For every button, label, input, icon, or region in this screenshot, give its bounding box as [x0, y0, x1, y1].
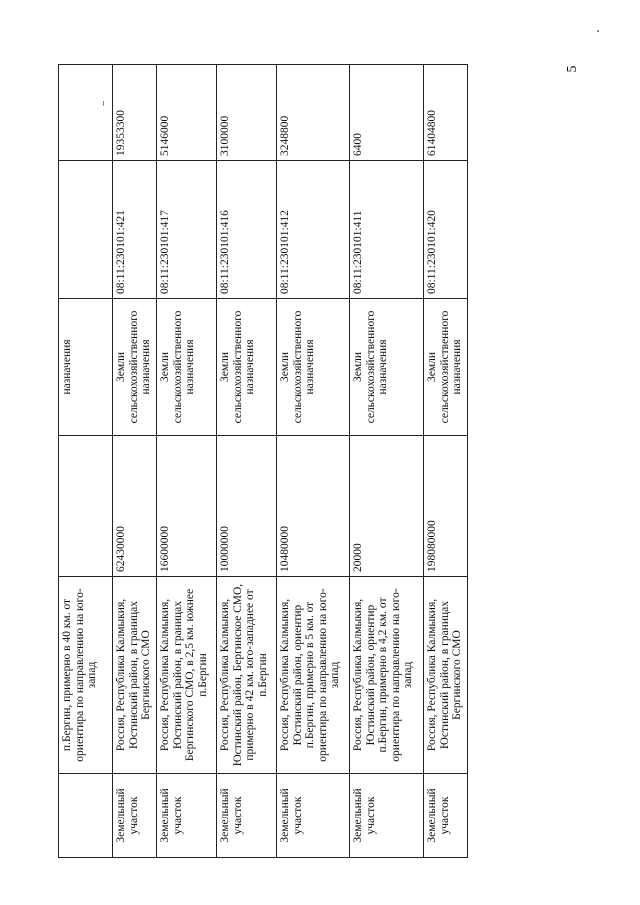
table-row-continued	[59, 65, 113, 858]
area-cell: 198080000	[424, 436, 468, 577]
area-cell: 10000000	[217, 436, 277, 577]
page-number: 5	[565, 65, 580, 73]
address-cell: Россия, Республика Калмыкия, Юстинский район, Бергинское СМО, примерно в 42 км. юго-западнее от п.Бергин	[217, 577, 277, 774]
cadastral-cell: 08:11:230101:420	[424, 161, 468, 299]
category-cell: Земли сельскохозяйственного назначения	[350, 299, 424, 436]
rotated-table-wrapper	[58, 65, 467, 858]
cadastral-cell: 08:11:230101:421	[113, 161, 157, 299]
table-row	[157, 65, 217, 858]
cadastral-cell: 08:11:230101:417	[157, 161, 217, 299]
area-cell: 10480000	[277, 436, 350, 577]
category-cell: Земли сельскохозяйственного назначения	[217, 299, 277, 436]
type-cell: Земельный участок	[350, 774, 424, 858]
address-cell: Россия, Республика Калмыкия, Юстинский район, ориентир п.Бергин, примерно в 5 км. от ориентира по направлению на юго-запад	[277, 577, 350, 774]
value-cell-empty	[59, 65, 113, 161]
area-cell: 62430000	[113, 436, 157, 577]
table-row	[113, 65, 157, 858]
land-plots-table	[58, 64, 468, 858]
area-cell: 16600000	[157, 436, 217, 577]
cadastral-cell-empty	[59, 161, 113, 299]
address-cell: Россия, Республика Калмыкия, Юстинский район, ориентир п.Бергин, примерно в 4,2 км. от ориентира по направлению на юго-запад	[350, 577, 424, 774]
cadastral-cell: 08:11:230101:411	[350, 161, 424, 299]
address-cell: п.Бергин, примерно в 40 км. от ориентира по направлению на юго-запад	[59, 577, 113, 774]
address-cell: Россия, Республика Калмыкия, Юстинский район, в границах Бергинского СМО	[424, 577, 468, 774]
type-cell: Земельный участок	[113, 774, 157, 858]
value-cell: 3248800	[277, 65, 350, 161]
cadastral-cell: 08:11:230101:412	[277, 161, 350, 299]
category-cell: Земли сельскохозяйственного назначения	[424, 299, 468, 436]
value-cell: 61404800	[424, 65, 468, 161]
category-cell: Земли сельскохозяйственного назначения	[277, 299, 350, 436]
type-cell: Земельный участок	[217, 774, 277, 858]
area-cell: 20000	[350, 436, 424, 577]
table-row	[217, 65, 277, 858]
type-cell: Земельный участок	[424, 774, 468, 858]
type-cell: Земельный участок	[277, 774, 350, 858]
value-cell: 19353300	[113, 65, 157, 161]
type-cell-empty	[59, 774, 113, 858]
table-row	[350, 65, 424, 858]
address-cell: Россия, Республика Калмыкия, Юстинский район, в границах Бергинского СМО, в 2,5 км. южнее п.Бергин	[157, 577, 217, 774]
scan-mark	[597, 30, 599, 32]
cadastral-cell: 08:11:230101:416	[217, 161, 277, 299]
value-cell: 3100000	[217, 65, 277, 161]
value-cell: 5146000	[157, 65, 217, 161]
table-row	[424, 65, 468, 858]
area-cell-empty	[59, 436, 113, 577]
category-cell: Земли сельскохозяйственного назначения	[113, 299, 157, 436]
category-cell: назначения	[59, 299, 113, 436]
value-cell: 6400	[350, 65, 424, 161]
category-cell: Земли сельскохозяйственного назначения	[157, 299, 217, 436]
type-cell: Земельный участок	[157, 774, 217, 858]
address-cell: Россия, Республика Калмыкия, Юстинский район, в границах Бергинского СМО	[113, 577, 157, 774]
table-row	[277, 65, 350, 858]
